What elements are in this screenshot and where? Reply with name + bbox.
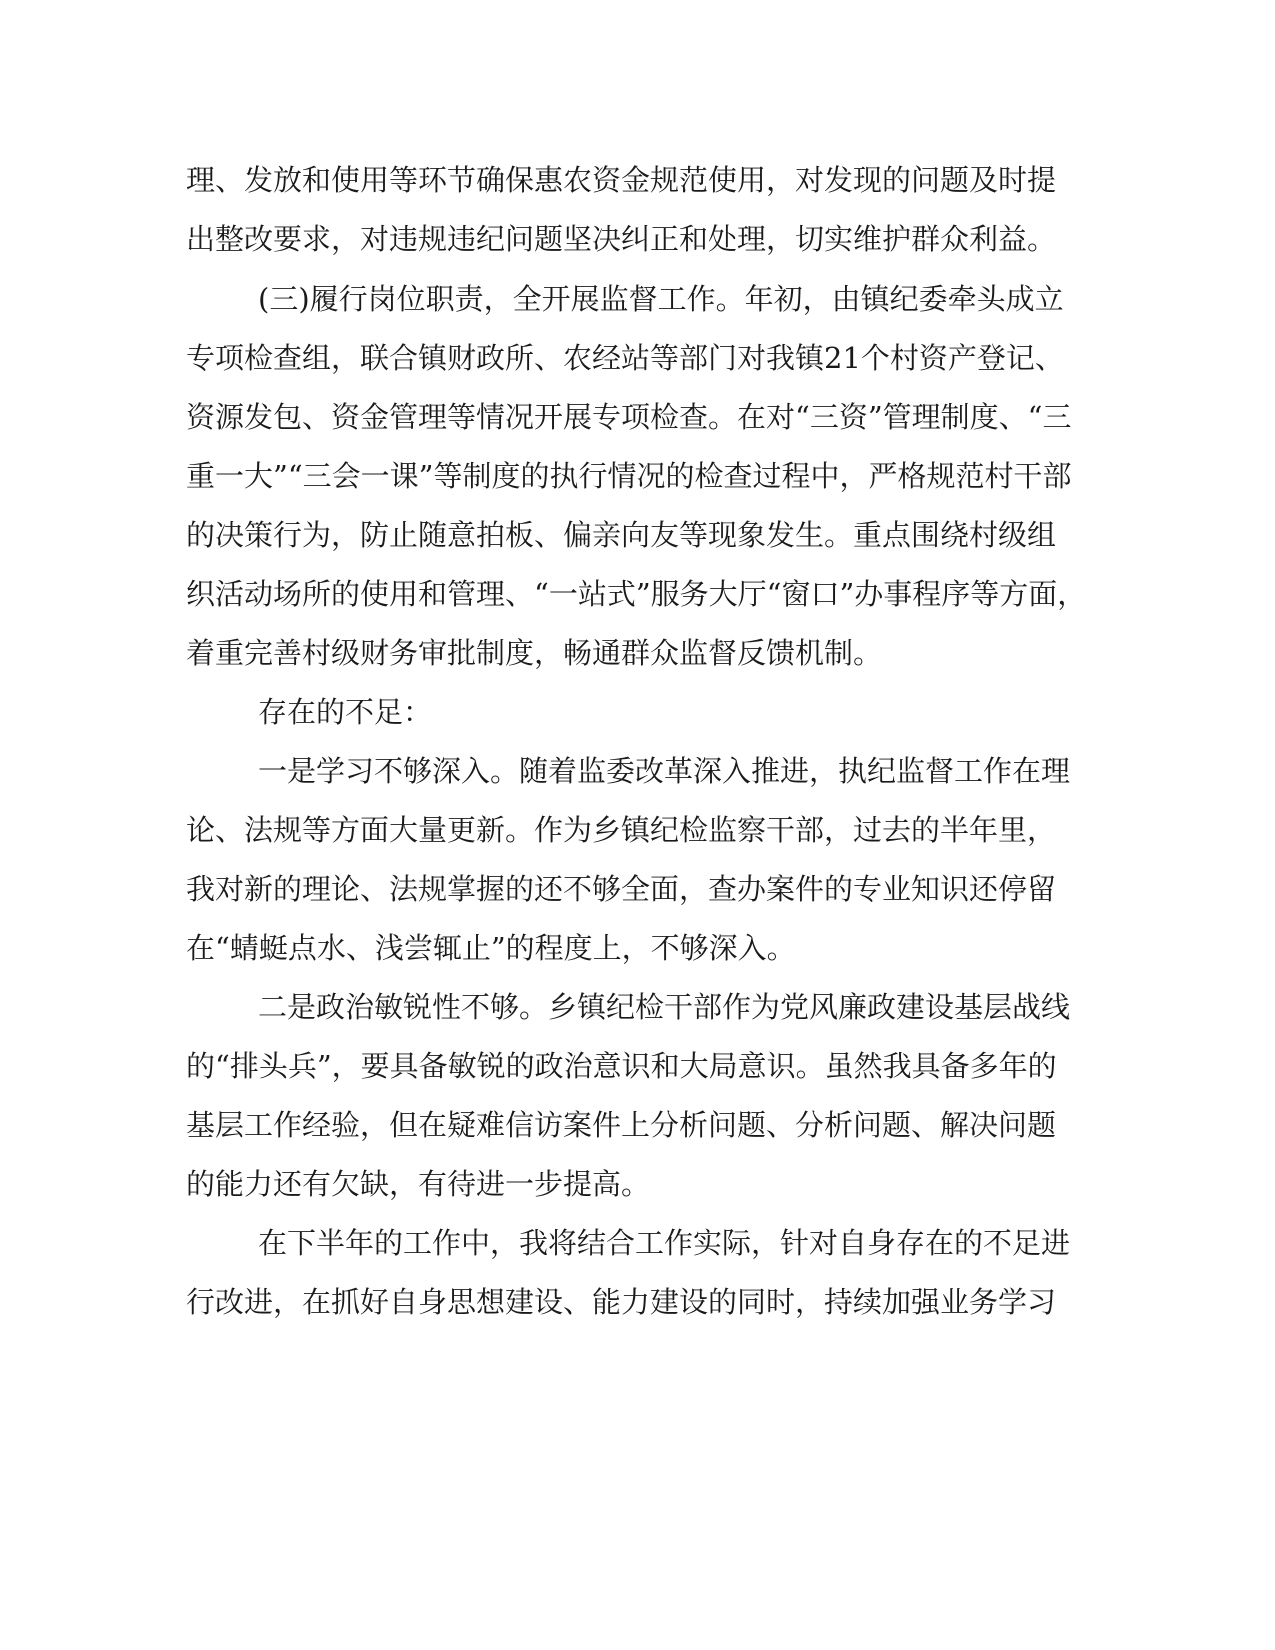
paragraph-start-line: 二是政治敏锐性不够。乡镇纪检干部作为党风廉政建设基层战线 [258,990,1071,1024]
paragraph-start-line: 一是学习不够深入。随着监委改革深入推进，执纪监督工作在理 [258,754,1071,788]
text-line: 重一大”“三会一课”等制度的执行情况的检查过程中，严格规范村干部 [186,459,1072,493]
section-heading: 存在的不足： [258,695,433,729]
text-line: 的“排头兵”，要具备敏锐的政治意识和大局意识。虽然我具备多年的 [186,1049,1057,1083]
paragraph-start-line: 在下半年的工作中，我将结合工作实际，针对自身存在的不足进 [258,1226,1071,1260]
text-line: 专项检查组，联合镇财政所、农经站等部门对我镇21个村资产登记、 [186,341,1064,375]
text-line: 的能力还有欠缺，有待进一步提高。 [186,1167,651,1201]
text-line: 的决策行为，防止随意拍板、偏亲向友等现象发生。重点围绕村级组 [186,518,1057,552]
text-line: 织活动场所的使用和管理、“一站式”服务大厅“窗口”办事程序等方面， [186,577,1087,611]
paragraph-start-line: (三)履行岗位职责，全开展监督工作。年初，由镇纪委牵头成立 [258,282,1064,316]
text-line: 出整改要求，对违规违纪问题坚决纠正和处理，切实维护群众利益。 [186,222,1057,256]
text-line: 基层工作经验，但在疑难信访案件上分析问题、分析问题、解决问题 [186,1108,1057,1142]
text-line: 理、发放和使用等环节确保惠农资金规范使用，对发现的问题及时提 [186,163,1057,197]
text-line: 着重完善村级财务审批制度，畅通群众监督反馈机制。 [186,636,883,670]
text-line: 行改进，在抓好自身思想建设、能力建设的同时，持续加强业务学习 [186,1285,1057,1319]
text-line: 在“蜻蜓点水、浅尝辄止”的程度上，不够深入。 [186,931,796,965]
text-line: 我对新的理论、法规掌握的还不够全面，查办案件的专业知识还停留 [186,872,1057,906]
text-line: 资源发包、资金管理等情况开展专项检查。在对“三资”管理制度、“三 [186,400,1072,434]
text-line: 论、法规等方面大量更新。作为乡镇纪检监察干部，过去的半年里， [186,813,1057,847]
